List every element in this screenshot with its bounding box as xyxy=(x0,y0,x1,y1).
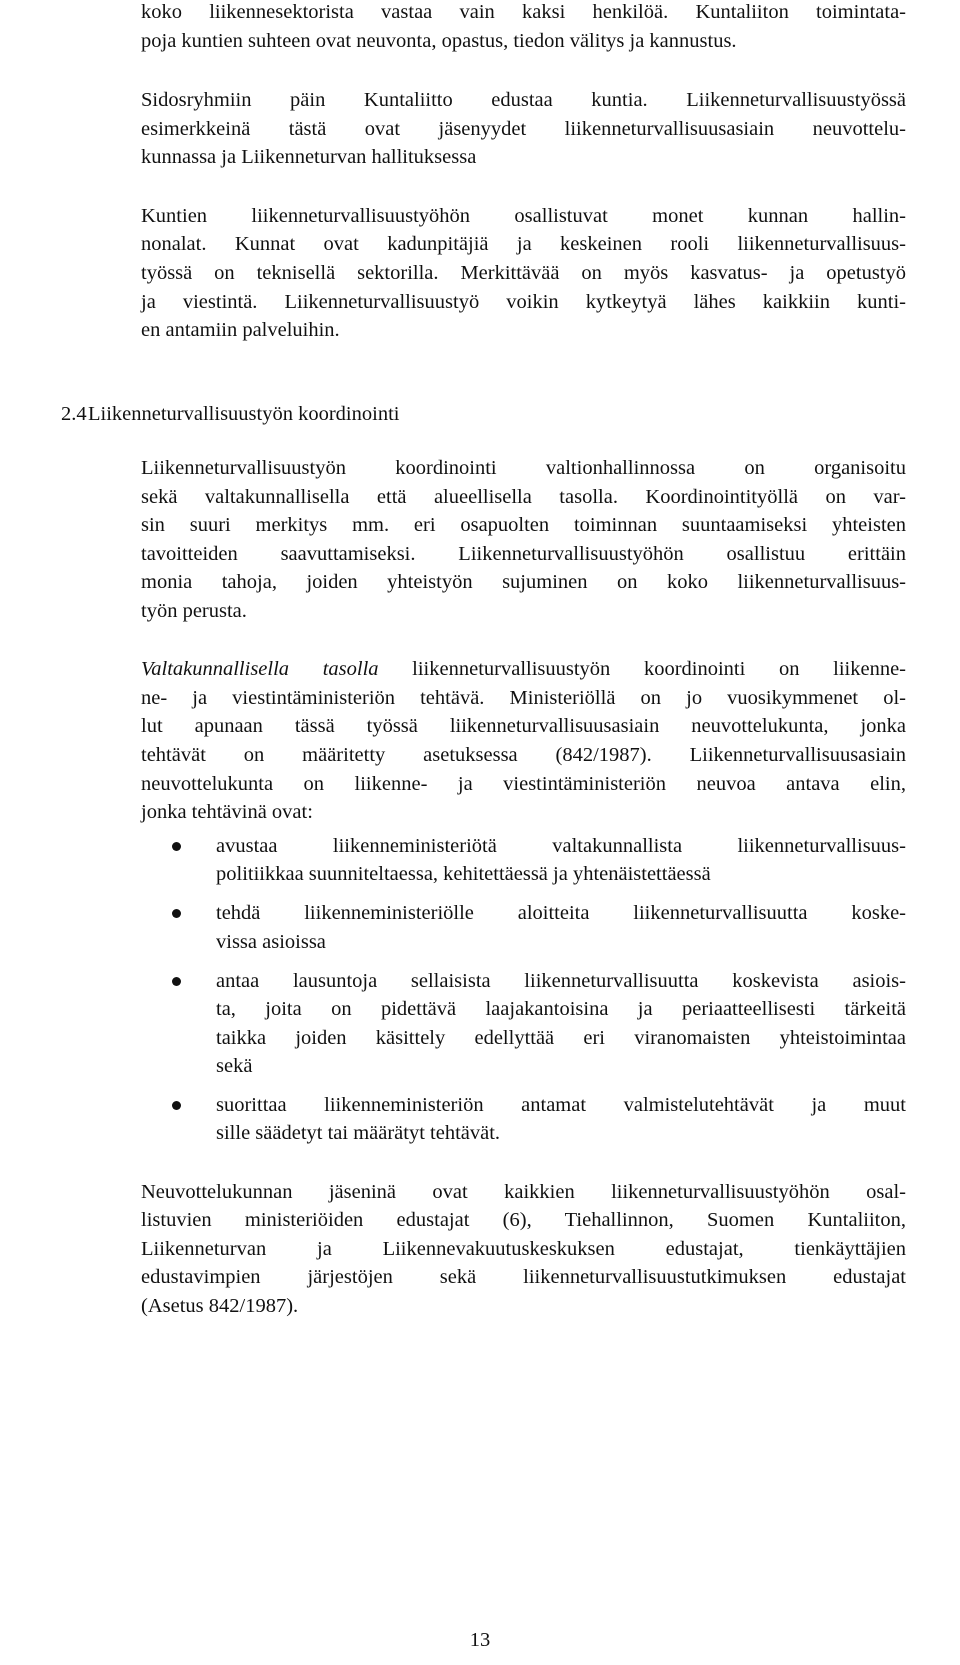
text-line: Kuntien liikenneturvallisuustyöhön osallistuvat monet kunnan hallin- xyxy=(141,205,906,227)
text-line: (Asetus 842/1987). xyxy=(141,1295,299,1317)
text-line: neuvottelukunta on liikenne- ja viestintäministeriön neuvoa antava elin, xyxy=(141,773,906,795)
section-number: 2.4 xyxy=(61,403,87,425)
list-item-line: ta, joita on pidettävä laajakantoisina ja periaatteellisesti tärkeitä xyxy=(216,998,906,1020)
text-line: poja kuntien suhteen ovat neuvonta, opastus, tiedon välitys ja kannustus. xyxy=(141,30,737,52)
text-line: koko liikennesektorista vastaa vain kaksi henkilöä. Kuntaliiton toimintata- xyxy=(141,1,906,23)
text-line xyxy=(141,655,906,684)
text-span: liikenneturvallisuustyön koordinointi on liikenne- xyxy=(378,658,906,680)
text-line: edustavimpien järjestöjen sekä liikenneturvallisuustutkimuksen edustajat xyxy=(141,1266,906,1288)
text-line: en antamiin palveluihin. xyxy=(141,319,340,341)
text-line: työn perusta. xyxy=(141,600,247,622)
text-line: nonalat. Kunnat ovat kadunpitäjiä ja keskeinen rooli liikenneturvallisuus- xyxy=(141,233,906,255)
list-item-line: tehdä liikenneministeriölle aloitteita liikenneturvallisuutta koske- xyxy=(216,902,906,924)
bullet-icon xyxy=(172,842,181,851)
list-item-line: avustaa liikenneministeriötä valtakunnallista liikenneturvallisuus- xyxy=(216,835,906,857)
text-line: Liikenneturvallisuustyön koordinointi valtionhallinnossa on organisoitu xyxy=(141,457,906,479)
text-line: lut apunaan tässä työssä liikenneturvallisuusasiain neuvottelukunta, jonka xyxy=(141,715,906,737)
list-item-line: vissa asioissa xyxy=(216,931,326,953)
page-number: 13 xyxy=(469,1629,491,1651)
text-line: Neuvottelukunnan jäseninä ovat kaikkien liikenneturvallisuustyöhön osal- xyxy=(141,1181,906,1203)
text-line: työssä on teknisellä sektorilla. Merkittävää on myös kasvatus- ja opetustyö xyxy=(141,262,906,284)
text-line: ne- ja viestintäministeriön tehtävä. Ministeriöllä on jo vuosikymmenet ol- xyxy=(141,687,906,709)
text-line: Liikenneturvan ja Liikennevakuutuskeskuksen edustajat, tienkäyttäjien xyxy=(141,1238,906,1260)
bullet-icon xyxy=(172,1101,181,1110)
list-item-line: antaa lausuntoja sellaisista liikenneturvallisuutta koskevista asiois- xyxy=(216,970,906,992)
text-line: tehtävät on määritetty asetuksessa (842/1987). Liikenneturvallisuusasiain xyxy=(141,744,906,766)
text-line: jonka tehtävinä ovat: xyxy=(141,801,313,823)
text-line: kunnassa ja Liikenneturvan hallituksessa xyxy=(141,146,477,168)
list-item-line: taikka joiden käsittely edellyttää eri viranomaisten yhteistoimintaa xyxy=(216,1027,906,1049)
bullet-icon xyxy=(172,977,181,986)
text-line: ja viestintä. Liikenneturvallisuustyö voikin kytkeytyä lähes kaikkiin kunti- xyxy=(141,291,906,313)
italic-emphasis: Valtakunnallisella tasolla xyxy=(141,658,379,680)
bullet-icon xyxy=(172,909,181,918)
text-line: sekä valtakunnallisella että alueellisella tasolla. Koordinointityöllä on var- xyxy=(141,486,906,508)
list-item-line: sille säädetyt tai määrätyt tehtävät. xyxy=(216,1122,501,1144)
list-item-line: politiikkaa suunniteltaessa, kehitettäessä ja yhtenäistettäessä xyxy=(216,863,711,885)
text-line: tavoitteiden saavuttamiseksi. Liikenneturvallisuustyöhön osallistuu erittäin xyxy=(141,543,906,565)
list-item-line: suorittaa liikenneministeriön antamat valmistelutehtävät ja muut xyxy=(216,1094,906,1116)
list-item-line: sekä xyxy=(216,1055,253,1077)
text-line: sin suuri merkitys mm. eri osapuolten toiminnan suuntaamiseksi yhteisten xyxy=(141,514,906,536)
text-line: monia tahoja, joiden yhteistyön sujuminen on koko liikenneturvallisuus- xyxy=(141,571,906,593)
text-line: Sidosryhmiin päin Kuntaliitto edustaa kuntia. Liikenneturvallisuustyössä xyxy=(141,89,906,111)
text-line: listuvien ministeriöiden edustajat (6), Tiehallinnon, Suomen Kuntaliiton, xyxy=(141,1209,906,1231)
text-line: esimerkkeinä tästä ovat jäsenyydet liikenneturvallisuusasiain neuvottelu- xyxy=(141,118,906,140)
section-title: Liikenneturvallisuustyön koordinointi xyxy=(88,403,400,425)
